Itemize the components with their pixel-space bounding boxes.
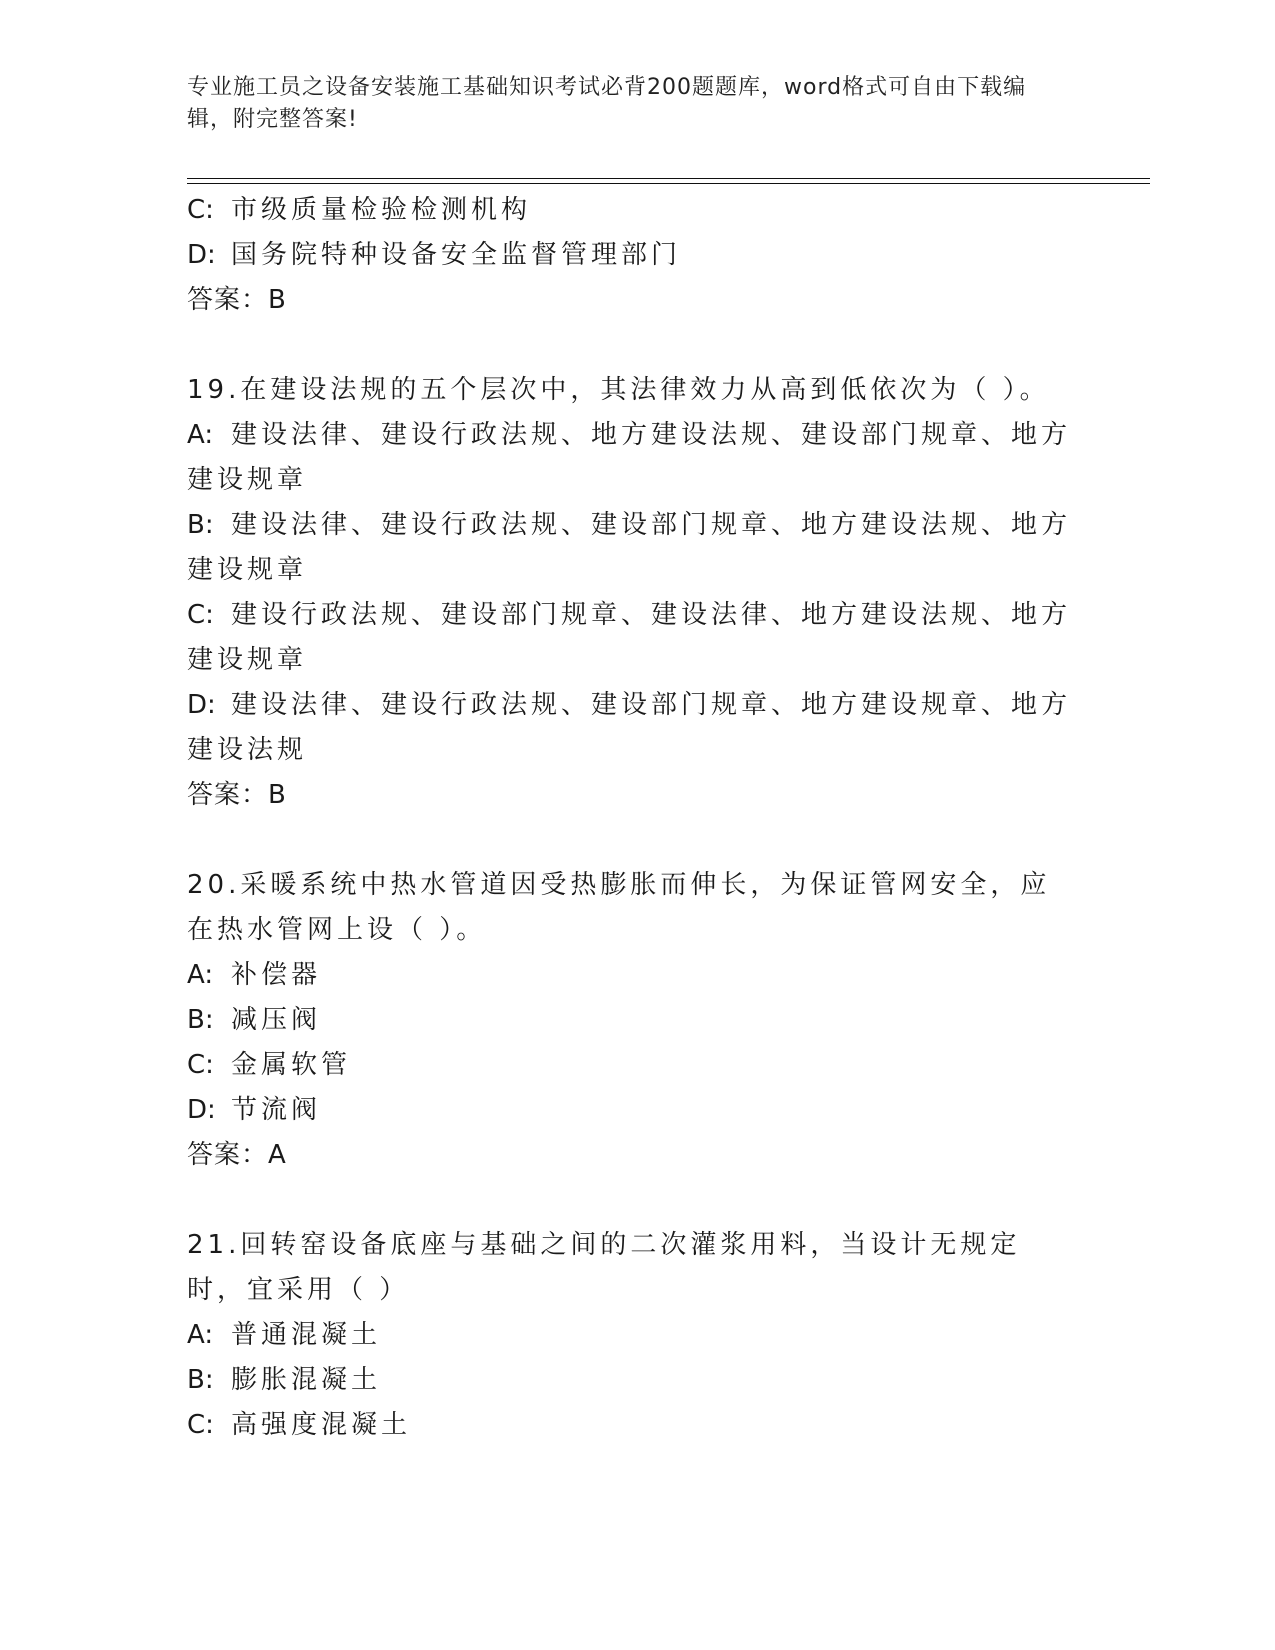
question-stem: 21.回转窑设备底座与基础之间的二次灌浆用料，当设计无规定时，宜采用（ ） [187,1230,1021,1305]
option-text: 建设法律、建设行政法规、建设部门规章、地方建设法规、地方建设规章 [187,510,1072,585]
spacer [187,1178,1077,1223]
option-item [187,503,1077,593]
option-item [187,683,1077,773]
option-text: 国务院特种设备安全监督管理部门 [231,240,682,270]
option-text: 建设法律、建设行政法规、建设部门规章、地方建设规章、地方建设法规 [187,690,1072,765]
question-stem: 19.在建设法规的五个层次中，其法律效力从高到低依次为（ ）。 [187,375,1050,405]
answer-line: 答案：A [187,1140,287,1170]
option-prefix: C: [187,600,214,630]
option-prefix: B: [187,1005,214,1035]
option-prefix: D: [187,690,216,720]
option-item [187,1313,1077,1358]
option-prefix: A: [187,1320,214,1350]
option-text: 金属软管 [231,1050,352,1080]
option-prefix: C: [187,1050,214,1080]
spacer [187,818,1077,863]
option-prefix: D: [187,1095,216,1125]
option-prefix: A: [187,960,214,990]
option-item [187,1358,1077,1403]
option-item [187,1403,1077,1448]
prev-question-tail [187,188,1077,323]
question-block [187,368,1077,818]
option-prefix: A: [187,420,214,450]
option-item [187,953,1077,998]
option-text: 普通混凝土 [231,1320,382,1350]
option-text: 节流阀 [231,1095,322,1125]
option-prefix: D: [187,240,216,270]
option-item [187,998,1077,1043]
question-block [187,1223,1077,1448]
option-text: 膨胀混凝土 [231,1365,382,1395]
option-text: 高强度混凝土 [231,1410,412,1440]
question-block [187,863,1077,1178]
option-item [187,1043,1077,1088]
option-text: 建设法律、建设行政法规、地方建设法规、建设部门规章、地方建设规章 [187,420,1072,495]
header-divider-bottom [187,183,1150,184]
spacer [187,323,1077,368]
option-item [187,593,1077,683]
question-stem: 20.采暖系统中热水管道因受热膨胀而伸长，为保证管网安全，应在热水管网上设（ ）。 [187,870,1051,945]
option-item [187,233,1077,278]
header-divider-top [187,178,1150,179]
option-item [187,188,1077,233]
option-prefix: C: [187,1410,214,1440]
option-prefix: C: [187,195,214,225]
document-header [187,72,1067,136]
header-title: 专业施工员之设备安装施工基础知识考试必背200题题库，word格式可自由下载编辑，附完整答案! [187,75,1027,132]
option-text: 建设行政法规、建设部门规章、建设法律、地方建设法规、地方建设规章 [187,600,1072,675]
answer-line: 答案：B [187,780,287,810]
option-text: 市级质量检验检测机构 [231,195,532,225]
question-content [187,188,1077,1448]
option-item [187,413,1077,503]
option-text: 减压阀 [231,1005,322,1035]
answer-line: 答案：B [187,285,287,315]
option-prefix: B: [187,510,214,540]
option-text: 补偿器 [231,960,322,990]
option-prefix: B: [187,1365,214,1395]
option-item [187,1088,1077,1133]
